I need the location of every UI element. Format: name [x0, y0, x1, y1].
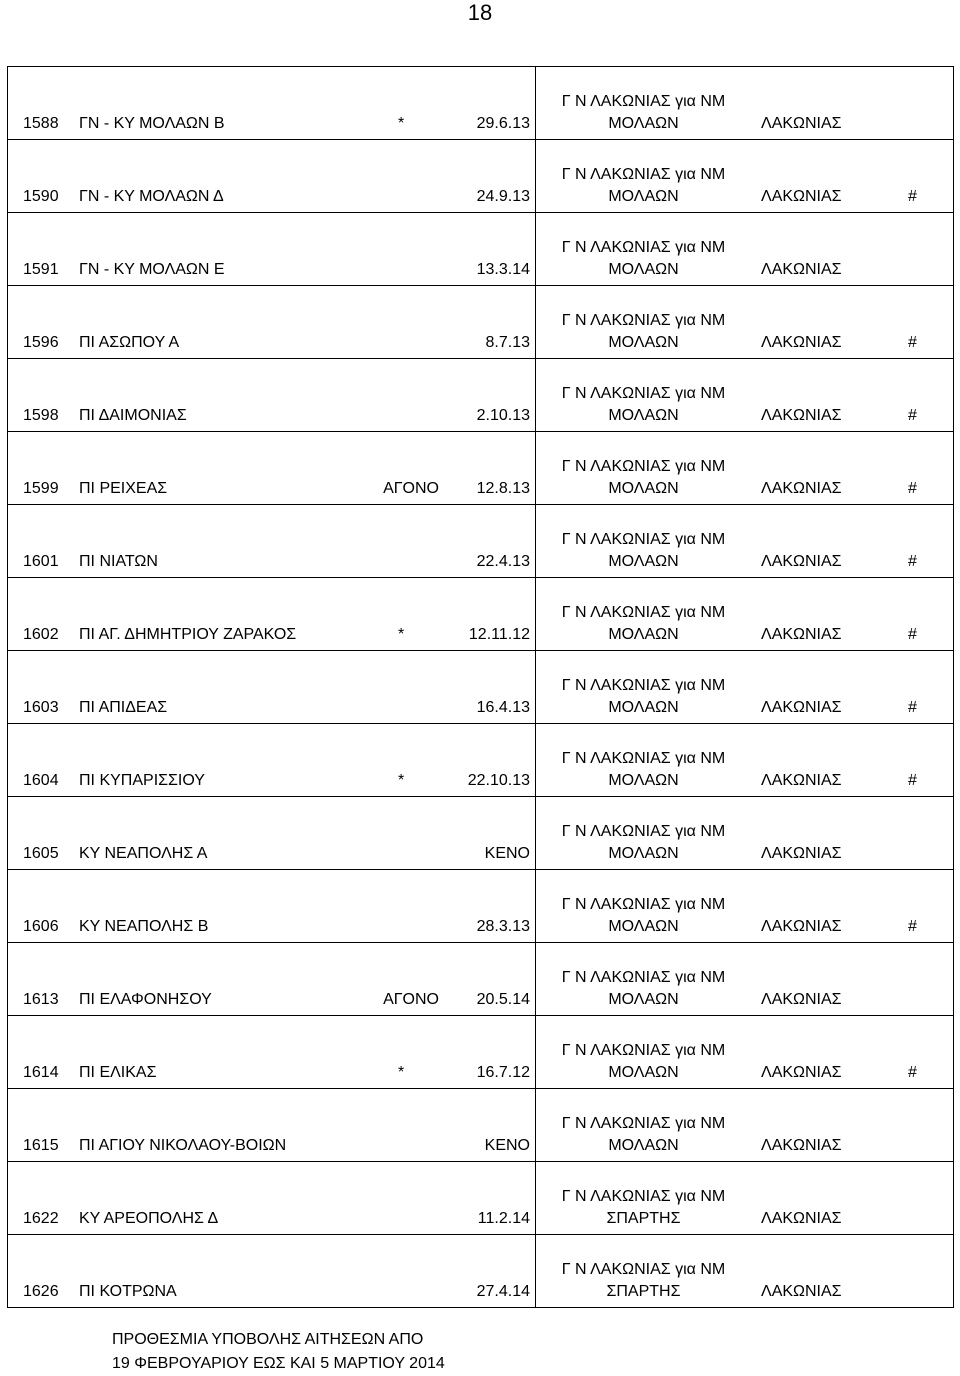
authority-line-2: ΜΟΛΑΩΝ [608, 480, 679, 497]
authority-line-1: Γ Ν ΛΑΚΩΝΙΑΣ για ΝΜ [561, 239, 726, 256]
position-date: 2.10.13 [476, 407, 530, 424]
authority-line-2: ΜΟΛΑΩΝ [608, 918, 679, 935]
region-label: ΛΑΚΩΝΙΑΣ [761, 553, 842, 570]
position-cell [8, 1162, 536, 1235]
authority-line-1: Γ Ν ΛΑΚΩΝΙΑΣ για ΝΜ [561, 1115, 726, 1132]
position-id: 1590 [23, 188, 59, 205]
position-cell [8, 870, 536, 943]
authority-cell [536, 359, 954, 432]
position-date: 11.2.14 [477, 1210, 530, 1227]
position-cell [8, 1235, 536, 1308]
region-label: ΛΑΚΩΝΙΑΣ [761, 188, 842, 205]
authority-line-2: ΜΟΛΑΩΝ [608, 991, 679, 1008]
position-cell [8, 1089, 536, 1162]
table-row [8, 1089, 954, 1162]
page-number: 18 [467, 0, 493, 25]
region-label: ΛΑΚΩΝΙΑΣ [761, 480, 842, 497]
region-label: ΛΑΚΩΝΙΑΣ [761, 1064, 842, 1081]
position-id: 1602 [23, 626, 59, 643]
authority-line-1: Γ Ν ΛΑΚΩΝΙΑΣ για ΝΜ [561, 166, 726, 183]
region-label: ΛΑΚΩΝΙΑΣ [761, 1283, 842, 1300]
authority-line-1: Γ Ν ΛΑΚΩΝΙΑΣ για ΝΜ [561, 1188, 726, 1205]
position-id: 1605 [23, 845, 59, 862]
authority-line-2: ΜΟΛΑΩΝ [608, 1137, 679, 1154]
position-name: ΠΙ ΡΕΙΧΕΑΣ [79, 480, 168, 497]
table-row [8, 1162, 954, 1235]
authority-line-2: ΜΟΛΑΩΝ [608, 1064, 679, 1081]
position-date: 8.7.13 [485, 334, 530, 351]
position-id: 1599 [23, 480, 59, 497]
authority-cell [536, 1162, 954, 1235]
authority-cell [536, 724, 954, 797]
authority-cell [536, 1016, 954, 1089]
positions-table [7, 66, 954, 1308]
table-row [8, 651, 954, 724]
position-name: ΚΥ ΝΕΑΠΟΛΗΣ Α [79, 845, 208, 862]
asterisk-mark: * [398, 1064, 405, 1081]
authority-cell [536, 797, 954, 870]
region-label: ΛΑΚΩΝΙΑΣ [761, 845, 842, 862]
asterisk-mark: * [398, 626, 405, 643]
position-cell [8, 286, 536, 359]
position-id: 1613 [23, 991, 59, 1008]
position-name: ΓΝ - ΚΥ ΜΟΛΑΩΝ Β [79, 115, 225, 132]
position-id: 1622 [23, 1210, 59, 1227]
position-name: ΓΝ - ΚΥ ΜΟΛΑΩΝ Δ [79, 188, 224, 205]
authority-line-1: Γ Ν ΛΑΚΩΝΙΑΣ για ΝΜ [561, 750, 726, 767]
hash-mark: # [908, 772, 917, 789]
table-row [8, 213, 954, 286]
position-date: 24.9.13 [476, 188, 530, 205]
authority-line-2: ΜΟΛΑΩΝ [608, 553, 679, 570]
hash-mark: # [908, 334, 917, 351]
position-date: 22.10.13 [467, 772, 530, 789]
region-label: ΛΑΚΩΝΙΑΣ [761, 407, 842, 424]
position-date: 29.6.13 [476, 115, 530, 132]
position-id: 1601 [23, 553, 59, 570]
position-cell [8, 432, 536, 505]
authority-cell [536, 67, 954, 140]
region-label: ΛΑΚΩΝΙΑΣ [761, 334, 842, 351]
position-name: ΠΙ ΑΓ. ΔΗΜΗΤΡΙΟΥ ΖΑΡΑΚΟΣ [79, 626, 297, 643]
deadline-line-2: 19 ΦΕΒΡΟΥΑΡΙΟΥ ΕΩΣ ΚΑΙ 5 ΜΑΡΤΙΟΥ 2014 [112, 1355, 445, 1372]
table-body [8, 67, 954, 1308]
table-row [8, 870, 954, 943]
region-label: ΛΑΚΩΝΙΑΣ [761, 1137, 842, 1154]
authority-line-1: Γ Ν ΛΑΚΩΝΙΑΣ για ΝΜ [561, 531, 726, 548]
hash-mark: # [908, 407, 917, 424]
position-name: ΚΥ ΝΕΑΠΟΛΗΣ Β [79, 918, 209, 935]
status-note: ΑΓΟΝΟ [383, 991, 439, 1008]
position-cell [8, 1016, 536, 1089]
authority-line-1: Γ Ν ΛΑΚΩΝΙΑΣ για ΝΜ [561, 1042, 726, 1059]
table-row [8, 286, 954, 359]
region-label: ΛΑΚΩΝΙΑΣ [761, 991, 842, 1008]
authority-line-2: ΜΟΛΑΩΝ [608, 772, 679, 789]
authority-line-2: ΣΠΑΡΤΗΣ [606, 1210, 681, 1227]
table-row [8, 797, 954, 870]
position-date: 22.4.13 [476, 553, 530, 570]
asterisk-mark: * [398, 115, 405, 132]
position-cell [8, 943, 536, 1016]
authority-line-1: Γ Ν ΛΑΚΩΝΙΑΣ για ΝΜ [561, 1261, 726, 1278]
position-date: 20.5.14 [476, 991, 530, 1008]
position-name: ΠΙ ΚΟΤΡΩΝΑ [79, 1283, 177, 1300]
position-cell [8, 505, 536, 578]
table-row [8, 578, 954, 651]
authority-cell [536, 943, 954, 1016]
position-id: 1596 [23, 334, 59, 351]
authority-cell [536, 286, 954, 359]
authority-line-2: ΜΟΛΑΩΝ [608, 845, 679, 862]
table-row [8, 67, 954, 140]
table-row [8, 943, 954, 1016]
hash-mark: # [908, 1064, 917, 1081]
authority-line-2: ΣΠΑΡΤΗΣ [606, 1283, 681, 1300]
position-id: 1606 [23, 918, 59, 935]
position-date: 12.8.13 [476, 480, 530, 497]
region-label: ΛΑΚΩΝΙΑΣ [761, 918, 842, 935]
position-id: 1588 [23, 115, 59, 132]
authority-cell [536, 505, 954, 578]
position-name: ΠΙ ΑΣΩΠΟΥ Α [79, 334, 180, 351]
authority-line-1: Γ Ν ΛΑΚΩΝΙΑΣ για ΝΜ [561, 385, 726, 402]
position-date: 28.3.13 [476, 918, 530, 935]
region-label: ΛΑΚΩΝΙΑΣ [761, 626, 842, 643]
authority-line-1: Γ Ν ΛΑΚΩΝΙΑΣ για ΝΜ [561, 896, 726, 913]
position-id: 1598 [23, 407, 59, 424]
authority-line-1: Γ Ν ΛΑΚΩΝΙΑΣ για ΝΜ [561, 93, 726, 110]
position-name: ΚΥ ΑΡΕΟΠΟΛΗΣ Δ [79, 1210, 219, 1227]
position-id: 1591 [23, 261, 59, 278]
position-id: 1604 [23, 772, 59, 789]
region-label: ΛΑΚΩΝΙΑΣ [761, 115, 842, 132]
position-name: ΠΙ ΚΥΠΑΡΙΣΣΙΟΥ [79, 772, 205, 789]
authority-line-1: Γ Ν ΛΑΚΩΝΙΑΣ για ΝΜ [561, 677, 726, 694]
region-label: ΛΑΚΩΝΙΑΣ [761, 699, 842, 716]
position-cell [8, 724, 536, 797]
position-date: 16.4.13 [476, 699, 530, 716]
authority-cell [536, 432, 954, 505]
position-cell [8, 140, 536, 213]
position-cell [8, 67, 536, 140]
authority-cell [536, 1089, 954, 1162]
table-row [8, 1235, 954, 1308]
authority-cell [536, 213, 954, 286]
position-cell [8, 578, 536, 651]
table-row [8, 432, 954, 505]
position-cell [8, 213, 536, 286]
hash-mark: # [908, 188, 917, 205]
authority-cell [536, 140, 954, 213]
status-note: ΑΓΟΝΟ [383, 480, 439, 497]
position-date: 13.3.14 [476, 261, 530, 278]
position-id: 1626 [23, 1283, 59, 1300]
position-date: ΚΕΝΟ [484, 1137, 530, 1154]
hash-mark: # [908, 626, 917, 643]
position-cell [8, 797, 536, 870]
authority-line-1: Γ Ν ΛΑΚΩΝΙΑΣ για ΝΜ [561, 604, 726, 621]
table-row [8, 1016, 954, 1089]
authority-cell [536, 578, 954, 651]
authority-line-2: ΜΟΛΑΩΝ [608, 407, 679, 424]
authority-line-1: Γ Ν ΛΑΚΩΝΙΑΣ για ΝΜ [561, 969, 726, 986]
table-row [8, 724, 954, 797]
authority-cell [536, 651, 954, 724]
region-label: ΛΑΚΩΝΙΑΣ [761, 772, 842, 789]
authority-line-1: Γ Ν ΛΑΚΩΝΙΑΣ για ΝΜ [561, 823, 726, 840]
hash-mark: # [908, 918, 917, 935]
position-id: 1615 [23, 1137, 59, 1154]
authority-line-2: ΜΟΛΑΩΝ [608, 261, 679, 278]
position-name: ΠΙ ΕΛΑΦΟΝΗΣΟΥ [79, 991, 212, 1008]
position-cell [8, 359, 536, 432]
position-name: ΓΝ - ΚΥ ΜΟΛΑΩΝ Ε [79, 261, 225, 278]
authority-cell [536, 1235, 954, 1308]
deadline-line-1: ΠΡΟΘΕΣΜΙΑ ΥΠΟΒΟΛΗΣ ΑΙΤΗΣΕΩΝ ΑΠΟ [112, 1331, 424, 1348]
table-row [8, 505, 954, 578]
authority-line-2: ΜΟΛΑΩΝ [608, 334, 679, 351]
position-name: ΠΙ ΔΑΙΜΟΝΙΑΣ [79, 407, 187, 424]
position-id: 1603 [23, 699, 59, 716]
position-date: ΚΕΝΟ [484, 845, 530, 862]
position-date: 12.11.12 [468, 626, 530, 643]
position-name: ΠΙ ΑΠΙΔΕΑΣ [79, 699, 168, 716]
position-name: ΠΙ ΝΙΑΤΩΝ [79, 553, 158, 570]
authority-line-2: ΜΟΛΑΩΝ [608, 115, 679, 132]
authority-line-2: ΜΟΛΑΩΝ [608, 188, 679, 205]
hash-mark: # [908, 480, 917, 497]
region-label: ΛΑΚΩΝΙΑΣ [761, 261, 842, 278]
position-id: 1614 [23, 1064, 59, 1081]
asterisk-mark: * [398, 772, 405, 789]
table-row [8, 140, 954, 213]
authority-line-1: Γ Ν ΛΑΚΩΝΙΑΣ για ΝΜ [561, 312, 726, 329]
authority-line-2: ΜΟΛΑΩΝ [608, 699, 679, 716]
table-row [8, 359, 954, 432]
deadline-notice [112, 1328, 445, 1376]
authority-line-1: Γ Ν ΛΑΚΩΝΙΑΣ για ΝΜ [561, 458, 726, 475]
position-name: ΠΙ ΕΛΙΚΑΣ [79, 1064, 157, 1081]
region-label: ΛΑΚΩΝΙΑΣ [761, 1210, 842, 1227]
position-name: ΠΙ ΑΓΙΟΥ ΝΙΚΟΛΑΟΥ-ΒΟΙΩΝ [79, 1137, 287, 1154]
hash-mark: # [908, 699, 917, 716]
position-date: 27.4.14 [476, 1283, 530, 1300]
hash-mark: # [908, 553, 917, 570]
position-cell [8, 651, 536, 724]
authority-cell [536, 870, 954, 943]
position-date: 16.7.12 [476, 1064, 530, 1081]
authority-line-2: ΜΟΛΑΩΝ [608, 626, 679, 643]
